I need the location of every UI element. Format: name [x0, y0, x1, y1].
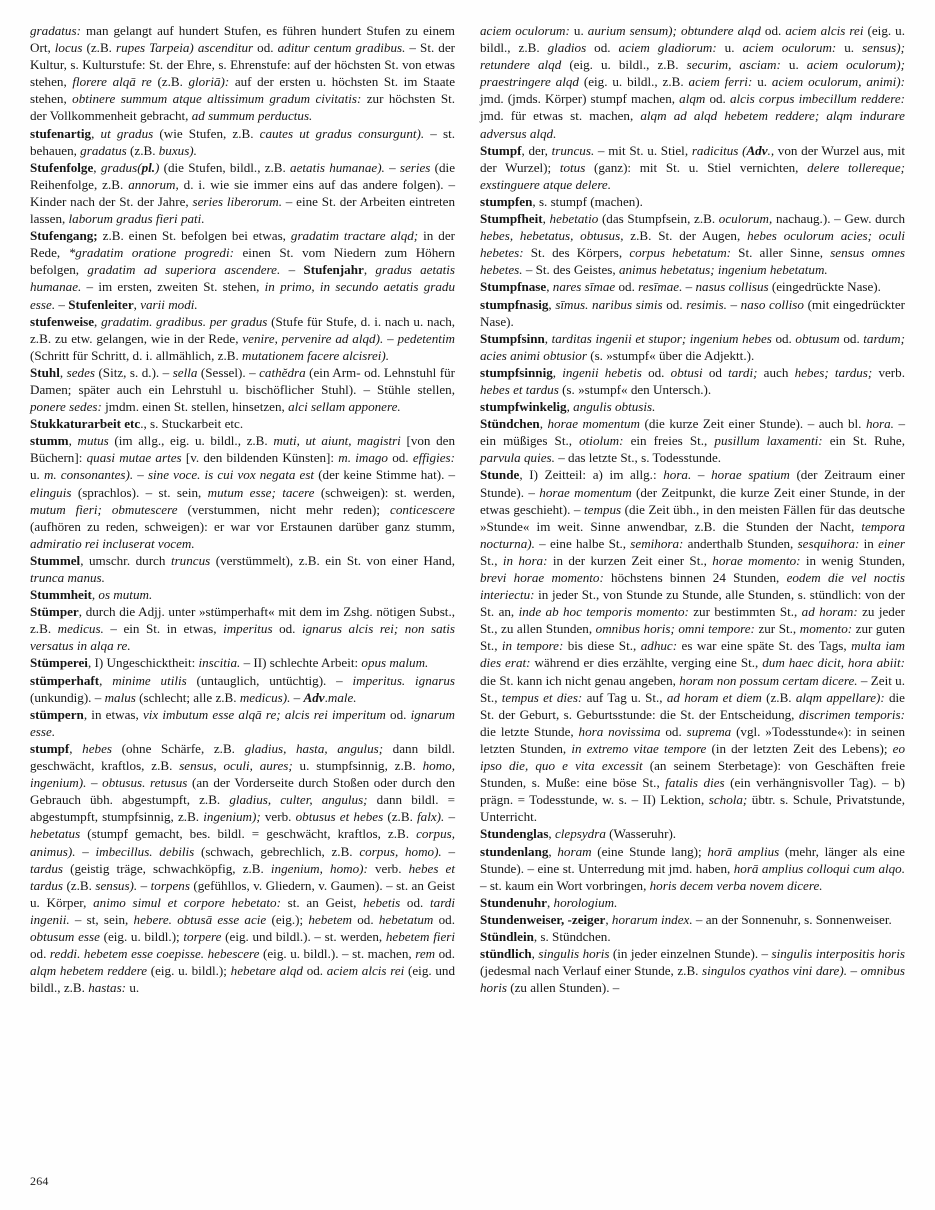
dictionary-entry: stündlich, singulis horis (in jeder einzelnen Stunde). – singulis interpositis horis (jedesmal nach Verlauf einer Stunde, z.B. singulos cyathos vini dare). – omnibus horis (zu allen Stunden). –: [480, 946, 905, 996]
page-number: 264: [30, 1174, 49, 1188]
dictionary-entry: Stundenuhr, horologium.: [480, 894, 618, 910]
dictionary-entry: Stunde, I) Zeitteil: a) im allg.: hora. – horae spatium (der Zeitraum einer Stunde). – horae momentum (der Zeitpunkt, die kurze Zeit einer Stunde, in der etwas geschieht). – tempus (die Zeit übh., in den meisten Fällen für das deutsche »Stunde« im weit. Sinne anwendbar, z.B. die Stunden der Nacht, tempora nocturna). – eine halbe St., semihora: anderthalb Stunden, sesquihora: in einer St., in hora: in der kurzen Zeit einer St., horae momento: in wenig Stunden, brevi horae momento: höchstens binnen 24 Stunden, eodem die vel noctis interiectu: in jeder St., von Stunde zu Stunde, alle Stunden, s. stündlich: von der St. an, inde ab hoc temporis momento: zur bestimmten St., ad horam: zu jeder St., zu allen Stunden, omnibus horis; omni tempore: zur St., momento: zur guten St., in tempore: bis diese St., adhuc: es war eine späte St. des Tags, multa iam dies erat: während er dies erzählte, verging eine St., dum haec dicit, hora abiit: die St. kann ich nicht genau angeben, horam non possum certam dicere. – Zeit u. St., tempus et dies: auf Tag u. St., ad horam et diem (z.B. alqm appellare): die St. der Geburt, s. Geburtsstunde: die St. der Entscheidung, discrimen temporis: die letzte Stunde, hora novissima od. suprema (vgl. »Todesstunde«): in seinen letzten Stunden, in extremo vitae tempore (in der letzten Zeit des Lebens); eo ipso die, quo e vita excessit (an seinem Sterbetage): von Geschäften freie Stunden, s. Muße: eine böse St., fatalis dies (ein verhängnisvoller Tag). – b) prägn. = Todesstunde, w. s. – II) Lektion, schola; übtr. s. Schule, Privatstunde, Unterricht.: [480, 467, 906, 825]
dictionary-entry: Stümper, durch die Adjj. unter »stümperhaft« mit dem im Zshg. nötigen Subst., z.B. medicus. – ein St. in etwas, imperitus od. ignarus alcis rei; non satis versatus in alqa re.: [30, 604, 455, 654]
dictionary-entry: Stukkaturarbeit etc., s. Stuckarbeit etc.: [30, 416, 244, 432]
dictionary-entry: Stufenfolge, gradus(pl.) (die Stufen, bildl., z.B. aetatis humanae). – series (die Reihenfolge, z.B. annorum, d. i. wie sie immer eins auf das andere folgen). – Kinder nach der St. der Jahre, series liberorum. – eine St. der Arbeiten eintreten lassen, laborum gradus fieri pati.: [30, 159, 456, 227]
dictionary-entry: Stündchen, horae momentum (die kurze Zeit einer Stunde). – auch bl. hora. – ein müßiges St., otiolum: ein freies St., pusillum laxamenti: ein St. Ruhe, parvula quies. – das letzte St., s. Todesstunde.: [480, 416, 906, 466]
dictionary-entry: stumpfen, s. stumpf (machen).: [480, 193, 643, 209]
dictionary-entry: Stundenweiser, -zeiger, horarum index. – an der Sonnenuhr, s. Sonnenweiser.: [480, 911, 892, 927]
dictionary-entry: Stumpfsinn, tarditas ingenii et stupor; ingenium hebes od. obtusum od. tardum; acies animi obtusior (s. »stumpf« über die Adjektt.).: [480, 330, 905, 363]
text-columns: [30, 22, 906, 1157]
dictionary-entry: Stumpf, der, truncus. – mit St. u. Stiel, radicitus (Adv., von der Wurzel aus, mit der Wurzel); totus (ganz): mit St. u. Stiel vernichten, delere tollereque; exstinguere atque delere.: [480, 142, 906, 192]
dictionary-entry: Stufengang; z.B. einen St. befolgen bei etwas, gradatim tractare alqd; in der Rede, *gradatim oratione progredi: einen St. vom Niedern zum Höhern befolgen, gradatim ad superiora ascendere. – Stufenjahr, gradus aetatis humanae. – im ersten, zweiten St. stehen, in primo, in secundo aetatis gradu esse. – Stufenleiter, varii modi.: [30, 228, 456, 312]
dictionary-entry: stundenlang, horam (eine Stunde lang); horā amplius (mehr, länger als eine Stunde). – eine st. Unterredung mit jmd. haben, horā amplius colloqui cum alqo. – st. kaum ein Wort vorbringen, horis decem verba novem dicere.: [480, 843, 905, 893]
dictionary-entry: stumpfsinnig, ingenii hebetis od. obtusi od tardi; auch hebes; tardus; verb. hebes et tardus (s. »stumpf« den Untersch.).: [480, 364, 905, 397]
dictionary-entry: Stumpfheit, hebetatio (das Stumpfsein, z.B. oculorum, nachaug.). – Gew. durch hebes, hebetatus, obtusus, z.B. St. der Augen, hebes oculorum acies; oculi hebetes: St. des Körpers, corpus hebetatum: St. aller Sinne, sensus omnes hebetes. – St. des Geistes, animus hebetatus; ingenium hebetatum.: [480, 211, 905, 278]
dictionary-entry: Stummel, umschr. durch truncus (verstümmelt), z.B. ein St. von einer Hand, trunca manus.: [30, 552, 455, 585]
dictionary-entry: stumpfwinkelig, angulis obtusis.: [480, 399, 656, 415]
dictionary-entry: gradatus: man gelangt auf hundert Stufen, es führen hundert Stufen zu einem Ort, locus (z.B. rupes Tarpeia) ascenditur od. aditur centum gradibus. – St. der Kultur, s. Kulturstufe: St. der Ehre, s. Ehrenstufe: auf der höchsten St. von etwas stehen, florere alqā re (z.B. gloriā): auf der ersten u. höchsten St. im Staate stehen, obtinere summum atque altissimum gradum civitatis: zur höchsten St. der Vollkommenheit gebracht, ad summum perductus.: [30, 23, 456, 124]
dictionary-entry: stufenartig, ut gradus (wie Stufen, z.B. cautes ut gradus consurgunt). – st. behauen, gradatus (z.B. buxus).: [30, 125, 455, 158]
dictionary-entry: stümperhaft, minime utilis (untauglich, untüchtig). – imperitus. ignarus (unkundig). – malus (schlecht; alle z.B. medicus). – Adv.male.: [30, 672, 456, 705]
dictionary-entry: Stündlein, s. Stündchen.: [480, 928, 611, 944]
dictionary-entry: stümpern, in etwas, vix imbutum esse alqā re; alcis rei imperitum od. ignarum esse.: [30, 706, 455, 739]
dictionary-entry: Stümperei, I) Ungeschicktheit: inscitia. – II) schlechte Arbeit: opus malum.: [30, 655, 429, 671]
dictionary-entry: stufenweise, gradatim. gradibus. per gradus (Stufe für Stufe, d. i. nach u. nach, z.B. zu etw. gelangen, wie in der Rede, venire, pervenire ad alqd). – pedetentim (Schritt für Schritt, d. i. allmählich, z.B. mutationem facere alcisrei).: [30, 313, 456, 363]
dictionary-entry: Stumpfnase, nares sīmae od. resīmae. – nasus collisus (eingedrückte Nase).: [480, 279, 881, 295]
dictionary-entry: Stundenglas, clepsydra (Wasseruhr).: [480, 826, 677, 842]
right-column: [480, 22, 905, 1157]
dictionary-entry: Stuhl, sedes (Sitz, s. d.). – sella (Sessel). – cathĕdra (ein Arm- od. Lehnstuhl für Damen; später auch ein Lehrstuhl u. bischöflicher Stuhl). – Stühle stellen, ponere sedes: jmdm. einen St. stellen, hinsetzen, alci sellam apponere.: [30, 364, 456, 415]
dictionary-entry: stumm, mutus (im allg., eig. u. bildl., z.B. muti, ut aiunt, magistri [von den Büchern]: quasi mutae artes [v. den bildenden Künsten]: m. imago od. effigies: u. m. consonantes). – sine voce. is cui vox negata est (der keine Stimme hat). – elinguis (sprachlos). – st. sein, mutum esse; tacere (schweigen): st. werden, mutum fieri; obmutescere (verstummen, nicht mehr reden); conticescere (aufhören zu reden, schweigen): er war vor Erstaunen darüber ganz stumm, admiratio rei incluserat vocem.: [30, 433, 456, 551]
dictionary-entry: aciem oculorum: u. aurium sensum); obtundere alqd od. aciem alcis rei (eig. u. bildl., z.B. gladios od. aciem gladiorum: u. aciem oculorum: u. sensus); retundere alqd (eig. u. bildl., z.B. securim, asciam: u. aciem oculorum); praestringere alqd (eig. u. bildl., z.B. aciem ferri: u. aciem oculorum, animi): jmd. (jmds. Körper) stumpf machen, alqm od. alcis corpus imbecillum reddere: jmd. für etwas st. machen, alqm ad alqd hebetem reddere; alqm indurare adversus alqd.: [480, 23, 905, 141]
dictionary-entry: stumpf, hebes (ohne Schärfe, z.B. gladius, hasta, angulus; dann bildl. geschwächt, kraftlos, z.B. sensus, oculi, aures; u. stumpfsinnig, z.B. homo, ingenium). – obtusus. retusus (an der Vorderseite durch Stoßen oder durch den Gebrauch übh. abgestumpft, z.B. gladius, culter, angulus; dann bildl. = abgestumpft, stumpfsinnig, z.B. ingenium); verb. obtusus et hebes (z.B. falx). – hebetatus (stumpf gemacht, bes. bildl. = geschwächt, kraftlos, z.B. corpus, animus). – imbecillus. debilis (schwach, gebrechlich, z.B. corpus, homo). – tardus (geistig träge, schwachköpfig, z.B. ingenium, homo): verb. hebes et tardus (z.B. sensus). – torpens (gefühllos, v. Gliedern, v. Gaumen). – st. an Geist u. Körper, animo simul et corpore hebetato: st. an Geist, hebetis od. tardi ingenii. – st, sein, hebere. obtusā esse acie (eig.); hebetem od. hebetatum od. obtusum esse (eig. u. bildl.); torpere (eig. und bildl.). – st. werden, hebetem fieri od. reddi. hebetem esse coepisse. hebescere (eig. u. bildl.). – st. machen, rem od. alqm hebetem reddere (eig. u. bildl.); hebetare alqd od. aciem alcis rei (eig. und bildl., z.B. hastas: u.: [30, 740, 456, 996]
dictionary-entry: stumpfnasig, sīmus. naribus simis od. resimis. – naso colliso (mit eingedrückter Nase).: [480, 296, 905, 329]
dictionary-entry: Stummheit, os mutum.: [30, 587, 153, 603]
left-column: [30, 22, 455, 1157]
